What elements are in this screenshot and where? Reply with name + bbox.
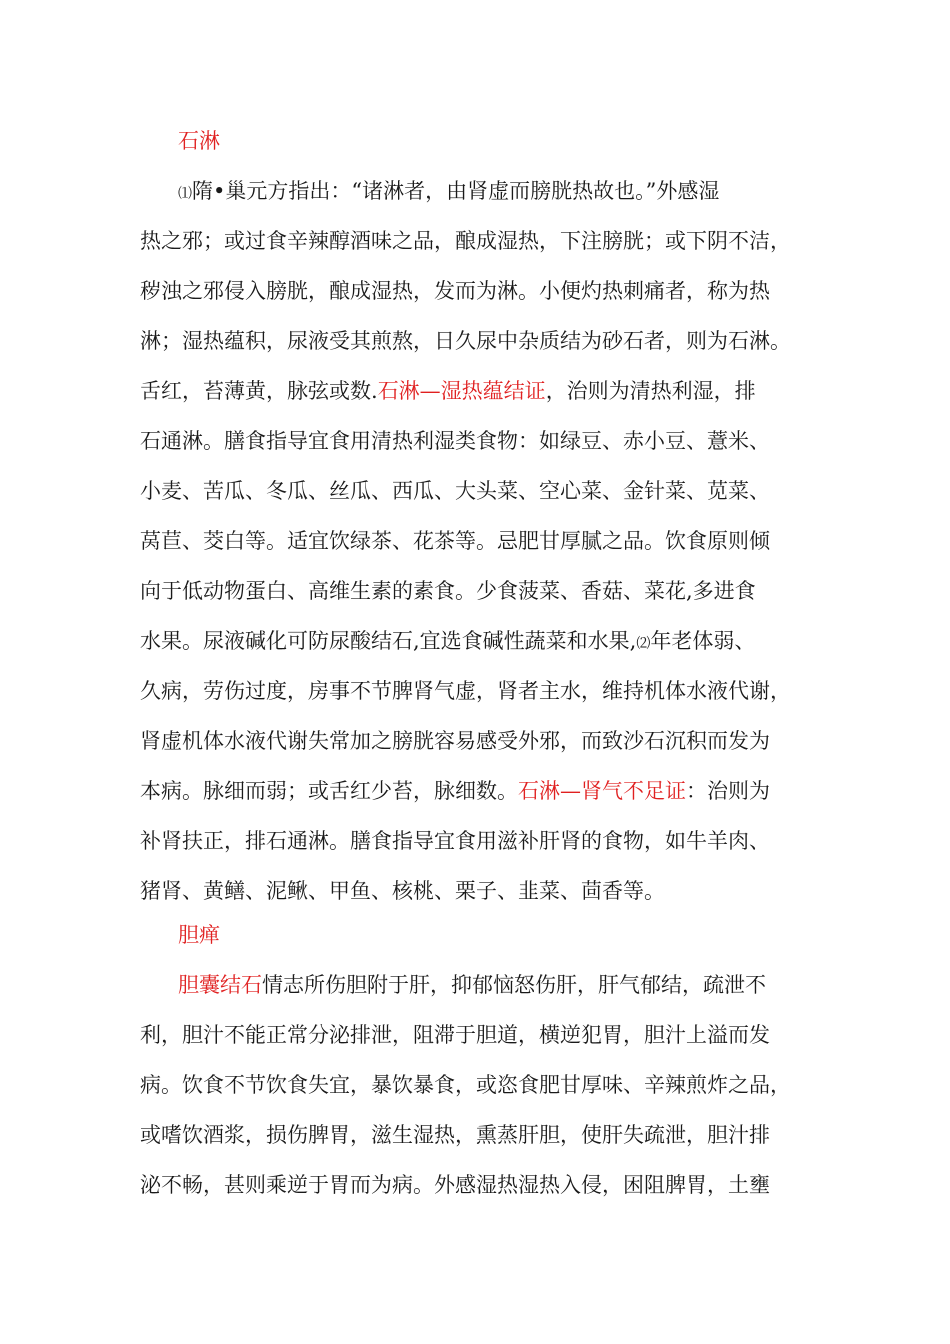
paragraph-line: ⑴隋•巢元方指出：“诸淋者，由肾虚而膀胱热故也。”外感湿 <box>178 179 720 203</box>
paragraph-line: 热之邪；或过食辛辣醇酒味之品，酿成湿热，下注膀胱；或下阴不洁， <box>140 229 791 253</box>
highlight-term: 胆囊结石 <box>178 973 262 997</box>
list-marker: ⑵ <box>636 636 651 652</box>
paragraph-line: 病。饮食不节饮食失宜，暴饮暴食，或恣食肥甘厚味、辛辣煎炸之品， <box>140 1073 791 1097</box>
paragraph-line: 久病，劳伤过度，房事不节脾肾气虚，肾者主水，维持机体水液代谢， <box>140 679 791 703</box>
section-heading-shilin: 石淋 <box>178 129 220 153</box>
paragraph-line: 莴苣、茭白等。适宜饮绿茶、花茶等。忌肥甘厚腻之品。饮食原则倾 <box>140 529 770 553</box>
highlight-term: 石淋—肾气不足证 <box>518 779 686 803</box>
paragraph-line: 舌红，苔薄黄，脉弦或数.石淋—湿热蕴结证，治则为清热利湿，排 <box>140 379 756 403</box>
paragraph-line: 或嗜饮酒浆，损伤脾胃，滋生湿热，熏蒸肝胆，使肝失疏泄，胆汁排 <box>140 1123 770 1147</box>
paragraph-line: 胆囊结石情志所伤胆附于肝，抑郁恼怒伤肝，肝气郁结，疏泄不 <box>178 973 766 997</box>
paragraph-line: 利，胆汁不能正常分泌排泄，阻滞于胆道，横逆犯胃，胆汁上溢而发 <box>140 1023 770 1047</box>
highlight-term: 石淋—湿热蕴结证 <box>377 379 546 403</box>
paragraph-line: 向于低动物蛋白、高维生素的素食。少食菠菜、香菇、菜花,多进食 <box>140 579 756 603</box>
paragraph-line: 水果。尿液碱化可防尿酸结石,宜选食碱性蔬菜和水果,⑵年老体弱、 <box>140 629 756 653</box>
paragraph-line: 猪肾、黄鳝、泥鳅、甲鱼、核桃、栗子、韭菜、茴香等。 <box>140 879 665 903</box>
paragraph-line: 石通淋。膳食指导宜食用清热利湿类食物：如绿豆、赤小豆、薏米、 <box>140 429 770 453</box>
paragraph-line: 肾虚机体水液代谢失常加之膀胱容易感受外邪，而致沙石沉积而发为 <box>140 729 770 753</box>
paragraph-line: 本病。脉细而弱；或舌红少苔，脉细数。石淋—肾气不足证：治则为 <box>140 779 770 803</box>
paragraph-line: 淋；湿热蕴积，尿液受其煎熬，日久尿中杂质结为砂石者，则为石淋。 <box>140 329 791 353</box>
section-heading-danzhang: 胆瘅 <box>178 923 220 947</box>
paragraph-line: 秽浊之邪侵入膀胱，酿成湿热，发而为淋。小便灼热刺痛者，称为热 <box>140 279 770 303</box>
list-marker: ⑴ <box>178 186 192 202</box>
paragraph-line: 小麦、苦瓜、冬瓜、丝瓜、西瓜、大头菜、空心菜、金针菜、苋菜、 <box>140 479 770 503</box>
paragraph-line: 泌不畅，甚则乘逆于胃而为病。外感湿热湿热入侵，困阻脾胃，土壅 <box>140 1173 770 1197</box>
paragraph-line: 补肾扶正，排石通淋。膳食指导宜食用滋补肝肾的食物，如牛羊肉、 <box>140 829 770 853</box>
